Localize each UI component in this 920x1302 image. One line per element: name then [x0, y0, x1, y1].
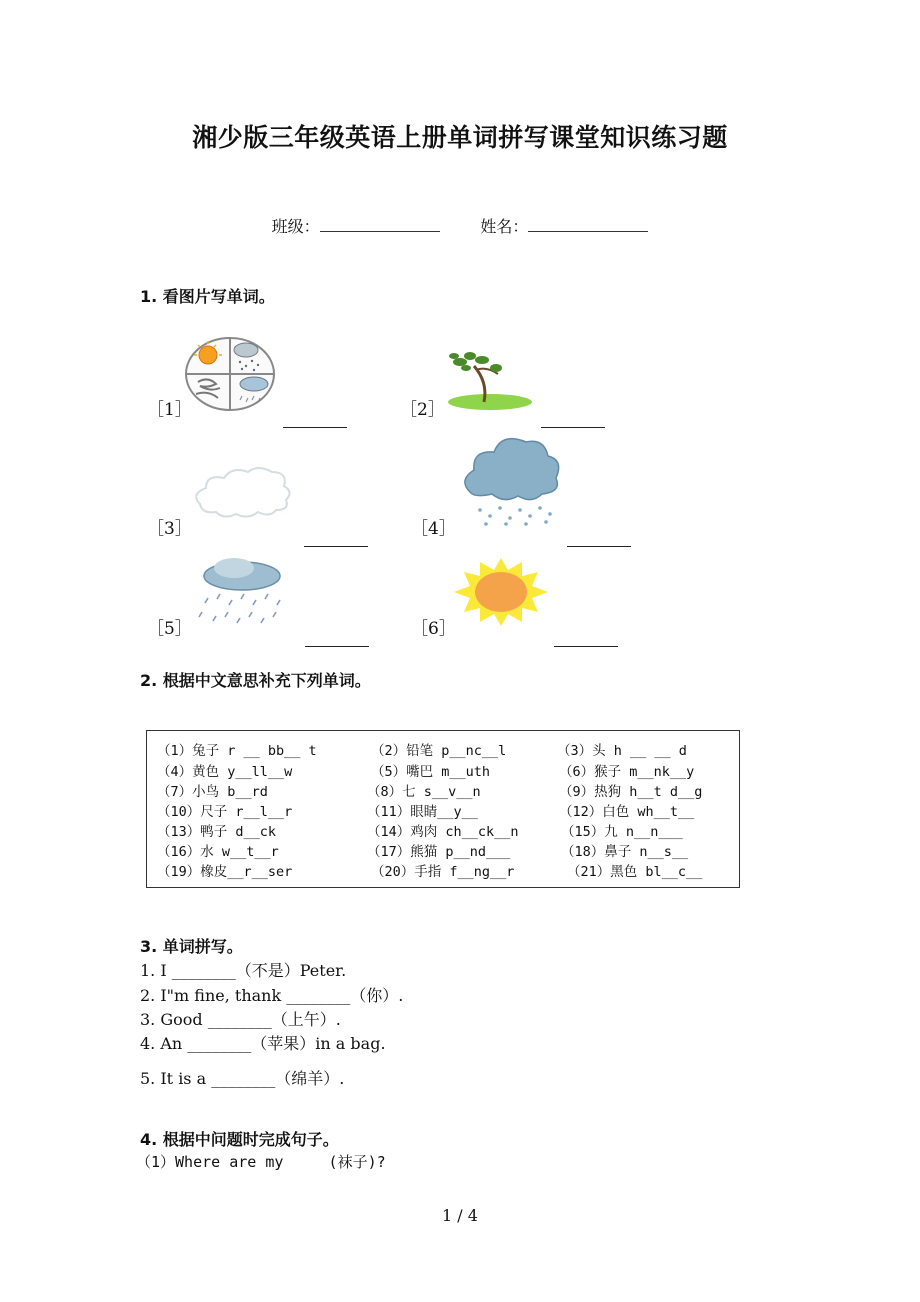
answer-line[interactable] [283, 413, 347, 432]
student-info [0, 214, 920, 237]
item-label: ［5］ [147, 619, 192, 639]
answer-line[interactable] [305, 632, 369, 651]
vocab-item: （4）黄色 y__ll__w [157, 764, 293, 780]
spelling-line: 4. An ________（苹果）in a bag. [140, 1034, 386, 1053]
sentence-line: （1）Where are my (袜子)? [136, 1153, 386, 1171]
item-label: ［6］ [411, 619, 456, 639]
item-label: ［1］ [147, 400, 192, 420]
vocab-item: （11）眼睛__y__ [367, 804, 478, 820]
item-label: ［3］ [147, 519, 192, 539]
vocab-item: （9）热狗 h__t d__g [559, 784, 703, 800]
vocab-item: （12）白色 wh__t__ [559, 804, 695, 820]
name-field[interactable] [528, 217, 648, 232]
vocabulary-box [146, 730, 740, 888]
section4-heading: 4. 根据中问题时完成句子。 [140, 1130, 339, 1149]
vocab-item: （14）鸡肉 ch__ck__n [367, 824, 519, 840]
vocab-item: （15）九 n__n___ [561, 824, 683, 840]
item-label: ［2］ [400, 400, 445, 420]
vocab-item: （5）嘴巴 m__uth [371, 764, 491, 780]
section3-heading: 3. 单词拼写。 [140, 937, 243, 956]
section1-heading: 1. 看图片写单词。 [140, 287, 275, 306]
rain-cloud-icon [188, 554, 292, 634]
vocab-item: （18）鼻子 n__s__ [561, 844, 689, 860]
section2-heading: 2. 根据中文意思补充下列单词。 [140, 671, 371, 690]
vocab-item: （21）黑色 bl__c__ [567, 864, 703, 880]
name-label: 姓名： [480, 217, 529, 236]
vocab-item: （8）七 s__v__n [367, 784, 481, 800]
vocab-item: （10）尺子 r__l__r [157, 804, 293, 820]
page-number: 1 / 4 [442, 1206, 478, 1225]
vocab-item: （13）鸭子 d__ck [157, 824, 277, 840]
vocab-item: （2）铅笔 p__nc__l [371, 743, 507, 759]
snow-cloud-icon [458, 434, 562, 532]
answer-line[interactable] [567, 532, 631, 551]
vocab-item: （1）兔子 r __ bb__ t [157, 743, 317, 759]
vocab-item: （19）橡皮__r__ser [157, 864, 293, 880]
answer-line[interactable] [304, 532, 368, 551]
vocab-item: （7）小鸟 b__rd [157, 784, 268, 800]
spelling-line: 1. I ________（不是）Peter. [140, 961, 347, 980]
windy-tree-icon [446, 348, 532, 416]
vocab-item: （3）头 h __ __ d [557, 743, 687, 759]
vocab-item: （20）手指 f__ng__r [371, 864, 515, 880]
cloud-outline-icon [186, 464, 296, 532]
sun-icon [452, 556, 550, 632]
answer-line[interactable] [541, 413, 605, 432]
item-label: ［4］ [411, 519, 456, 539]
vocab-item: （17）熊猫 p__nd___ [367, 844, 511, 860]
vocab-item: （16）水 w__t__r [157, 844, 279, 860]
vocab-item: （6）猴子 m__nk__y [559, 764, 695, 780]
answer-line[interactable] [554, 632, 618, 651]
page-title: 湘少版三年级英语上册单词拼写课堂知识练习题 [192, 123, 728, 152]
weather-chart-icon [184, 336, 276, 416]
class-label: 班级： [271, 217, 320, 236]
spelling-line: 2. I"m fine, thank ________（你）. [140, 986, 404, 1005]
spelling-line: 3. Good ________（上午）. [140, 1010, 341, 1029]
class-field[interactable] [320, 217, 440, 232]
spelling-line: 5. It is a ________（绵羊）. [140, 1069, 345, 1088]
